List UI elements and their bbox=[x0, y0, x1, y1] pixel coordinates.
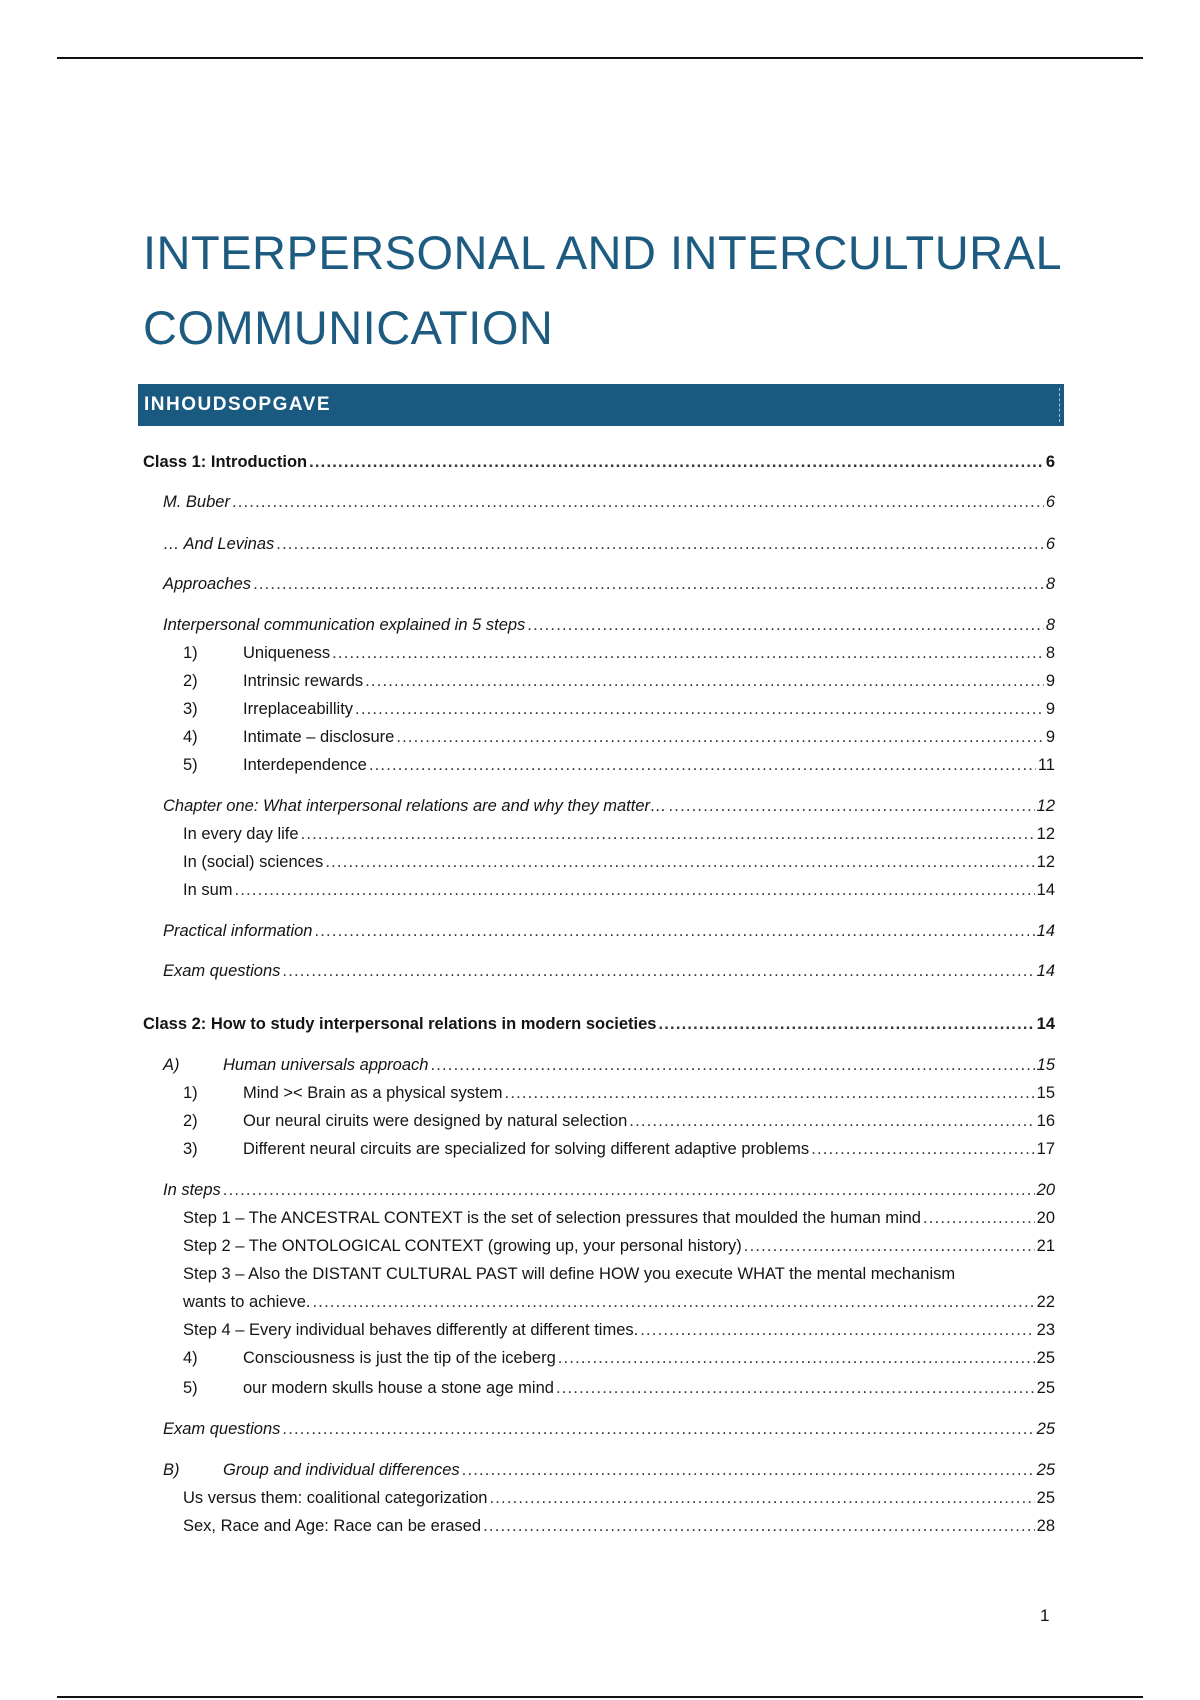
toc-entry-page: 21 bbox=[1036, 1237, 1055, 1255]
toc-entry-label: Class 2: How to study interpersonal relations in modern societies bbox=[143, 1015, 657, 1033]
toc-entry[interactable] bbox=[163, 573, 1055, 595]
toc-entry-label: Intrinsic rewards bbox=[243, 672, 364, 690]
toc-entry-label: wants to achieve. bbox=[183, 1293, 311, 1311]
toc-entry-label: our modern skulls house a stone age mind bbox=[243, 1379, 554, 1397]
toc-entry-label: Practical information bbox=[163, 922, 313, 940]
toc-entry-label: Us versus them: coalitional categorization bbox=[183, 1489, 488, 1507]
toc-entry[interactable] bbox=[163, 533, 1055, 555]
toc-entry-label: Step 2 – The ONTOLOGICAL CONTEXT (growing up, your personal history) bbox=[183, 1237, 742, 1255]
toc-entry-label: Group and individual differences bbox=[223, 1461, 460, 1479]
toc-entry-page: 14 bbox=[1036, 962, 1055, 980]
toc-entry[interactable] bbox=[183, 879, 1055, 901]
page-number: 1 bbox=[1040, 1606, 1050, 1625]
toc-entry-page: 6 bbox=[1045, 453, 1055, 471]
toc-entry-label: Consciousness is just the tip of the iceberg bbox=[243, 1349, 556, 1367]
toc-entry[interactable] bbox=[183, 1515, 1055, 1537]
toc-entry[interactable] bbox=[163, 1179, 1055, 1201]
toc-entry-number: 5) bbox=[183, 756, 198, 774]
toc-entry-label: Interdependence bbox=[243, 756, 367, 774]
toc-entry-page: 6 bbox=[1045, 493, 1055, 511]
document-title bbox=[143, 215, 1103, 365]
toc-entry[interactable] bbox=[163, 960, 1055, 982]
toc-entry-label: Uniqueness bbox=[243, 644, 331, 662]
toc-entry-page: 9 bbox=[1045, 700, 1055, 718]
toc-entry[interactable] bbox=[183, 851, 1055, 873]
toc-entry-page: 25 bbox=[1036, 1489, 1055, 1507]
toc-entry-label: Approaches bbox=[163, 575, 252, 593]
toc-entry[interactable] bbox=[183, 1235, 1055, 1257]
toc-entry-page: 25 bbox=[1036, 1349, 1055, 1367]
toc-entry[interactable] bbox=[163, 1418, 1055, 1440]
toc-entry[interactable] bbox=[143, 1013, 1055, 1035]
toc-entry-page: 8 bbox=[1045, 644, 1055, 662]
toc-entry-page: 15 bbox=[1036, 1084, 1055, 1102]
toc-entry-page: 14 bbox=[1036, 881, 1055, 899]
toc-entry-label: Irreplaceabillity bbox=[243, 700, 354, 718]
toc-entry-page: 8 bbox=[1045, 616, 1055, 634]
toc-entry[interactable] bbox=[163, 1054, 1055, 1076]
toc-entry-label: Human universals approach bbox=[223, 1056, 429, 1074]
toc-entry-number: 3) bbox=[183, 1140, 198, 1158]
toc-entry-page: 11 bbox=[1037, 756, 1055, 774]
toc-entry[interactable] bbox=[163, 795, 1055, 817]
toc-entry-page: 12 bbox=[1036, 825, 1055, 843]
title-line-1: INTERPERSONAL AND INTERCULTURAL bbox=[143, 226, 1063, 279]
toc-entry-label: Step 1 – The ANCESTRAL CONTEXT is the set of selection pressures that moulded the human mind bbox=[183, 1209, 921, 1227]
toc-entry-continued[interactable] bbox=[183, 1263, 1055, 1285]
toc-entry-page: 28 bbox=[1036, 1517, 1055, 1535]
toc-entry-page: 14 bbox=[1036, 1015, 1055, 1033]
toc-entry[interactable] bbox=[183, 1347, 1055, 1369]
toc-entry[interactable] bbox=[183, 642, 1055, 664]
toc-entry-page: 12 bbox=[1036, 853, 1055, 871]
toc-entry-label: Exam questions bbox=[163, 1420, 281, 1438]
toc-entry-label: Step 4 – Every individual behaves differently at different times. bbox=[183, 1321, 639, 1339]
toc-entry-page: 8 bbox=[1045, 575, 1055, 593]
title-line-2: COMMUNICATION bbox=[143, 301, 554, 354]
toc-entry-label: In sum bbox=[183, 881, 233, 899]
toc-entry[interactable] bbox=[183, 1487, 1055, 1509]
toc-entry-number: 1) bbox=[183, 1084, 198, 1102]
toc-entry[interactable] bbox=[183, 726, 1055, 748]
toc-entry-label: … And Levinas bbox=[163, 535, 275, 553]
toc-entry-label: In every day life bbox=[183, 825, 299, 843]
toc-entry-page: 16 bbox=[1036, 1112, 1055, 1130]
toc-entry[interactable] bbox=[183, 823, 1055, 845]
toc-entry-label: In steps bbox=[163, 1181, 221, 1199]
toc-heading: INHOUDSOPGAVE bbox=[138, 384, 1064, 426]
toc-entry-page: 14 bbox=[1036, 922, 1055, 940]
toc-entry-page: 23 bbox=[1036, 1321, 1055, 1339]
toc-entry-page: 20 bbox=[1036, 1209, 1055, 1227]
toc-entry[interactable] bbox=[183, 1377, 1055, 1399]
toc-entry-label: Chapter one: What interpersonal relations are and why they matter… bbox=[163, 797, 667, 815]
toc-entry[interactable] bbox=[183, 1110, 1055, 1132]
toc-entry-number: B) bbox=[163, 1461, 180, 1479]
toc-entry-number: 3) bbox=[183, 700, 198, 718]
toc-entry-page: 20 bbox=[1036, 1181, 1055, 1199]
toc-entry-label: Step 3 – Also the DISTANT CULTURAL PAST will define HOW you execute WHAT the mental mechanism bbox=[183, 1265, 956, 1283]
toc-entry[interactable] bbox=[163, 1459, 1055, 1481]
toc-entry-number: 2) bbox=[183, 1112, 198, 1130]
toc-entry-page: 6 bbox=[1045, 535, 1055, 553]
toc-entry[interactable] bbox=[183, 754, 1055, 776]
toc-entry-label: Mind >< Brain as a physical system bbox=[243, 1084, 503, 1102]
toc-entry-page: 25 bbox=[1036, 1420, 1055, 1438]
toc-entry-label: Exam questions bbox=[163, 962, 281, 980]
toc-entry-page: 17 bbox=[1036, 1140, 1055, 1158]
toc-entry[interactable] bbox=[183, 1207, 1055, 1229]
toc-entry-number: 2) bbox=[183, 672, 198, 690]
toc-entry-label: M. Buber bbox=[163, 493, 230, 511]
toc-entry[interactable] bbox=[183, 1291, 1055, 1313]
bottom-rule bbox=[57, 1696, 1143, 1698]
toc-entry[interactable] bbox=[183, 670, 1055, 692]
toc-entry-label: Our neural ciruits were designed by natural selection bbox=[243, 1112, 628, 1130]
toc-entry-number: A) bbox=[163, 1056, 180, 1074]
top-rule bbox=[57, 57, 1143, 59]
toc-entry[interactable] bbox=[143, 451, 1055, 473]
toc-entry-label: In (social) sciences bbox=[183, 853, 324, 871]
toc-entry[interactable] bbox=[163, 491, 1055, 513]
toc-entry-page: 22 bbox=[1036, 1293, 1055, 1311]
toc-entry[interactable] bbox=[163, 920, 1055, 942]
toc-entry[interactable] bbox=[183, 1082, 1055, 1104]
toc-entry-number: 5) bbox=[183, 1379, 198, 1397]
toc-entry-page: 9 bbox=[1045, 728, 1055, 746]
toc-entry[interactable] bbox=[183, 698, 1055, 720]
toc-entry-label: Different neural circuits are specialized for solving different adaptive problems bbox=[243, 1140, 810, 1158]
toc-entry-number: 4) bbox=[183, 728, 198, 746]
toc-entry[interactable] bbox=[163, 614, 1055, 636]
toc-entry-page: 15 bbox=[1036, 1056, 1055, 1074]
toc-entry-label: Intimate – disclosure bbox=[243, 728, 395, 746]
toc-entry-label: Sex, Race and Age: Race can be erased bbox=[183, 1517, 482, 1535]
toc-entry-page: 9 bbox=[1045, 672, 1055, 690]
toc-entry[interactable] bbox=[183, 1138, 1055, 1160]
toc-entry-page: 25 bbox=[1036, 1461, 1055, 1479]
toc-entry[interactable] bbox=[183, 1319, 1055, 1341]
toc-entry-page: 12 bbox=[1036, 797, 1055, 815]
toc-entry-page: 25 bbox=[1036, 1379, 1055, 1397]
toc-entry-number: 4) bbox=[183, 1349, 198, 1367]
toc-entry-label: Interpersonal communication explained in 5 steps bbox=[163, 616, 526, 634]
toc-entry-label: Class 1: Introduction bbox=[143, 453, 308, 471]
toc-entry-number: 1) bbox=[183, 644, 198, 662]
